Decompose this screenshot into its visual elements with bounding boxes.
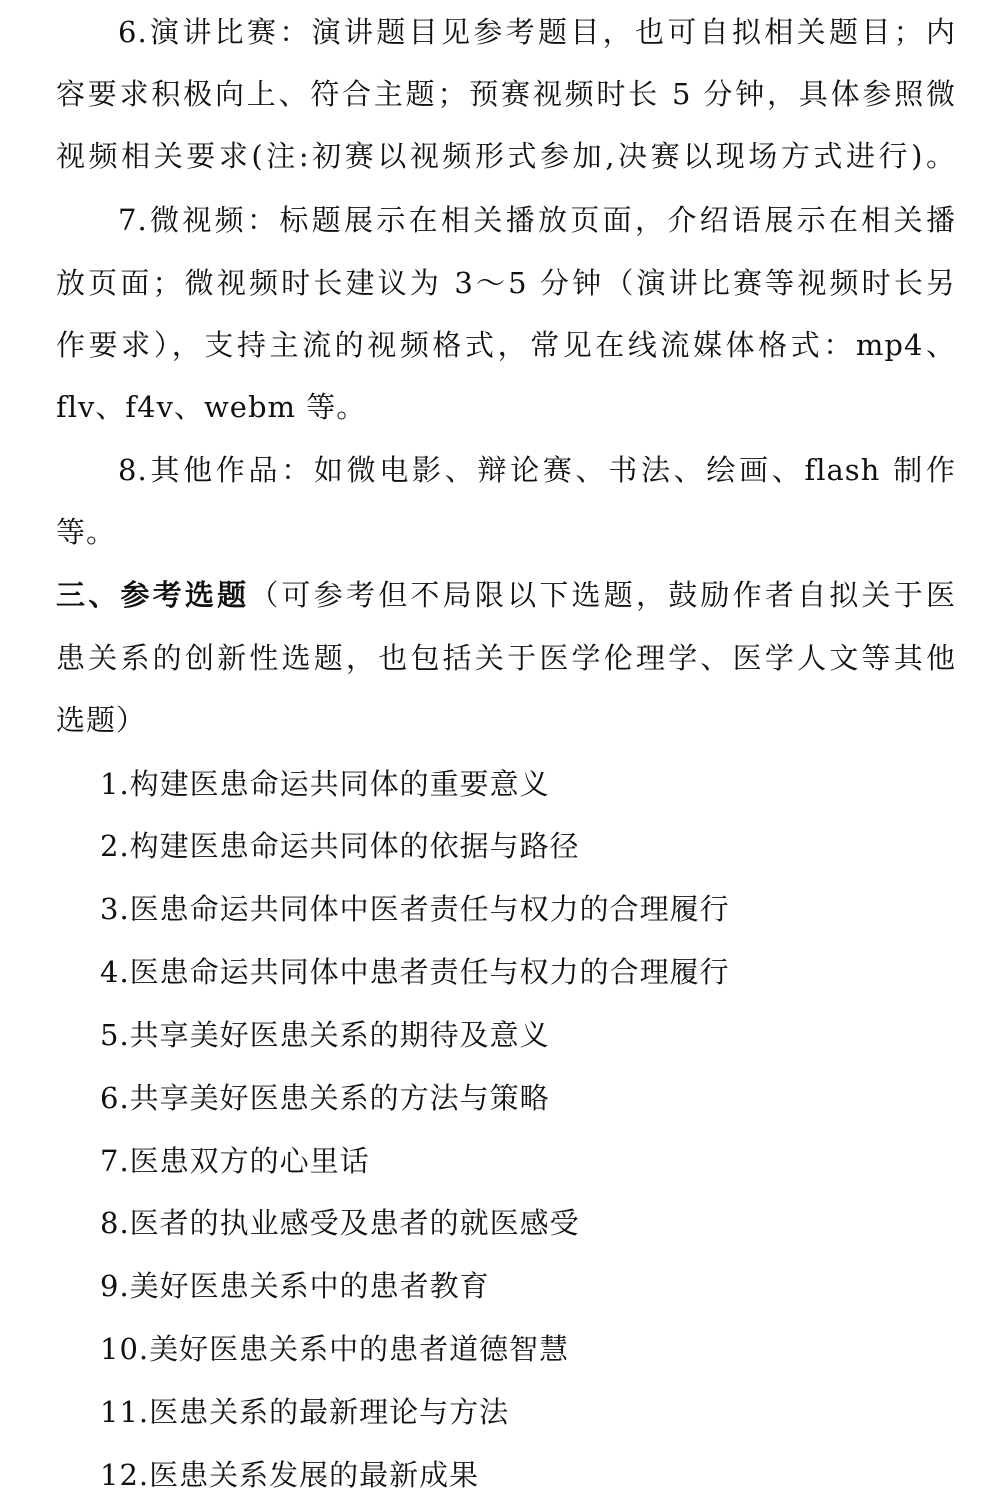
topic-item-8: 8.医者的执业感受及患者的就医感受 bbox=[100, 1206, 580, 1240]
micro-video-paragraph-line-1: 7.微视频：标题展示在相关播放页面，介绍语展示在相关播 bbox=[118, 203, 956, 237]
topic-item-12: 12.医患关系发展的最新成果 bbox=[100, 1458, 480, 1492]
micro-video-paragraph-line-4: flv、f4v、webm 等。 bbox=[56, 390, 367, 424]
topic-item-5: 5.共享美好医患关系的期待及意义 bbox=[100, 1018, 550, 1052]
other-works-paragraph-line-1: 8.其他作品：如微电影、辩论赛、书法、绘画、flash 制作 bbox=[118, 453, 956, 487]
speech-paragraph-line-1: 6.演讲比赛：演讲题目见参考题目，也可自拟相关题目；内 bbox=[118, 15, 956, 49]
topic-item-2: 2.构建医患命运共同体的依据与路径 bbox=[100, 829, 580, 863]
topic-item-10: 10.美好医患关系中的患者道德智慧 bbox=[100, 1332, 570, 1366]
topics-heading: 三、参考选题 bbox=[56, 578, 250, 612]
other-works-paragraph-line-2: 等。 bbox=[56, 515, 117, 549]
topic-item-6: 6.共享美好医患关系的方法与策略 bbox=[100, 1081, 550, 1115]
speech-paragraph-line-3: 视频相关要求(注:初赛以视频形式参加,决赛以现场方式进行)。 bbox=[56, 139, 956, 173]
topic-item-9: 9.美好医患关系中的患者教育 bbox=[100, 1269, 490, 1303]
topic-item-7: 7.医患双方的心里话 bbox=[100, 1144, 370, 1178]
micro-video-paragraph-line-3: 作要求），支持主流的视频格式，常见在线流媒体格式：mp4、 bbox=[56, 328, 956, 362]
topic-item-1: 1.构建医患命运共同体的重要意义 bbox=[100, 767, 550, 801]
micro-video-paragraph-line-2: 放页面；微视频时长建议为 3～5 分钟（演讲比赛等视频时长另 bbox=[56, 266, 956, 300]
topics-intro-line-2: 患关系的创新性选题，也包括关于医学伦理学、医学人文等其他 bbox=[56, 641, 956, 675]
topic-item-3: 3.医患命运共同体中医者责任与权力的合理履行 bbox=[100, 892, 730, 926]
topics-heading-line bbox=[56, 577, 956, 613]
topic-item-11: 11.医患关系的最新理论与方法 bbox=[100, 1395, 510, 1429]
topics-intro-line-3: 选题） bbox=[56, 703, 147, 737]
topic-item-4: 4.医患命运共同体中患者责任与权力的合理履行 bbox=[100, 955, 730, 989]
speech-paragraph-line-2: 容要求积极向上、符合主题；预赛视频时长 5 分钟，具体参照微 bbox=[56, 77, 956, 111]
topics-intro-line-1: （可参考但不局限以下选题，鼓励作者自拟关于医 bbox=[249, 578, 956, 612]
